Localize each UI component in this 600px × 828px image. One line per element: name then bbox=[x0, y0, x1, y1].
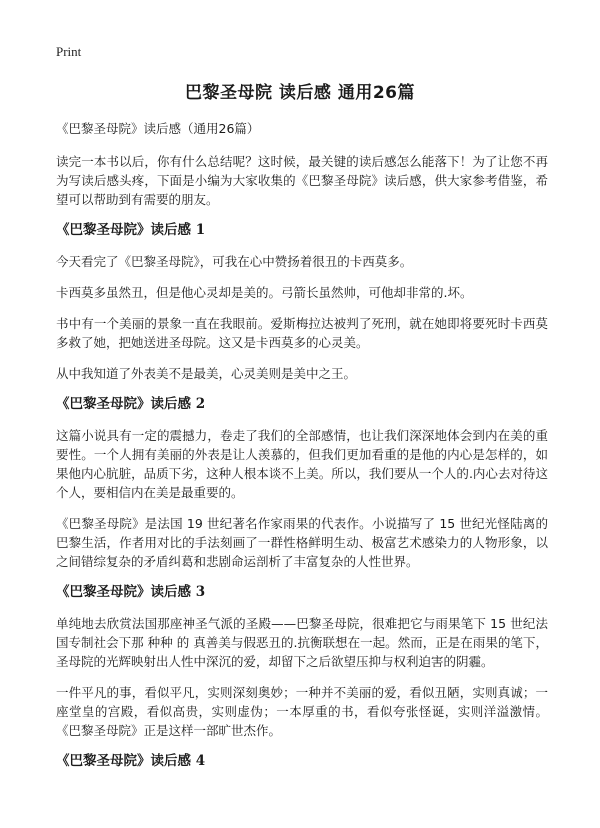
print-link[interactable]: Print bbox=[56, 44, 82, 59]
section-heading: 《巴黎圣母院》读后感 4 bbox=[56, 753, 206, 769]
article-subtitle: 《巴黎圣母院》读后感（通用26篇） bbox=[56, 121, 260, 136]
intro-paragraph: 读完一本书以后，你有什么总结呢？这时候，最关键的读后感怎么能落下！为了让您不再为写读后感头疼，下面是小编为大家收集的《巴黎圣母院》读后感，供大家参考借鉴，希望可以帮助到有需要的朋友。 bbox=[56, 154, 548, 207]
paragraph: 《巴黎圣母院》是法国 19 世纪著名作家雨果的代表作。小说描写了 15 世纪光怪陆离的巴黎生活，作者用对比的手法刻画了一群性格鲜明生动、极富艺术感染力的人物形象，以之间错综复杂的矛盾纠葛和悲剧命运剖析了丰富复杂的人性世界。 bbox=[56, 516, 548, 569]
paragraph: 今天看完了《巴黎圣母院》，可我在心中赞扬着很丑的卡西莫多。 bbox=[56, 254, 413, 269]
article-body bbox=[56, 120, 548, 783]
paragraph: 这篇小说具有一定的震撼力，卷走了我们的全部感情，也让我们深深地体会到内在美的重要性。一个人拥有美丽的外表是让人羡慕的，但我们更加看重的是他的内心是怎样的，如果他内心肮脏，品质下劣，这种人根本谈不上美。所以，我们要从一个人的.内心去对待这个人，要相信内在美是最重要的。 bbox=[56, 428, 548, 500]
section-heading: 《巴黎圣母院》读后感 1 bbox=[56, 222, 206, 238]
paragraph: 单纯地去欣赏法国那座神圣气派的圣殿——巴黎圣母院，很难把它与雨果笔下 15 世纪法国专制社会下那 种种 的 真善美与假恶丑的.抗衡联想在一起。然而，正是在雨果的笔下，圣母院的光辉映射出人性中深沉的爱，却留下之后欲望压抑与权利迫害的阴霾。 bbox=[56, 616, 548, 669]
paragraph: 卡西莫多虽然丑，但是他心灵却是美的。弓箭长虽然帅，可他却非常的.坏。 bbox=[56, 285, 473, 300]
paragraph: 一件平凡的事，看似平凡，实则深刻奥妙；一种并不美丽的爱，看似丑陋，实则真诚；一座堂皇的宫殿，看似高贵，实则虚伪；一本厚重的书，看似夸张怪诞，实则洋溢激情。《巴黎圣母院》正是这样一部旷世杰作。 bbox=[56, 685, 548, 738]
section-heading: 《巴黎圣母院》读后感 2 bbox=[56, 396, 206, 412]
page-title: 巴黎圣母院 读后感 通用26篇 bbox=[185, 83, 415, 103]
paragraph: 书中有一个美丽的景象一直在我眼前。爱斯梅拉达被判了死刑，就在她即将要死时卡西莫多救了她，把她送进圣母院。这又是卡西莫多的心灵美。 bbox=[56, 316, 548, 350]
paragraph: 从中我知道了外表美不是最美，心灵美则是美中之王。 bbox=[56, 366, 357, 381]
section-heading: 《巴黎圣母院》读后感 3 bbox=[56, 584, 206, 600]
